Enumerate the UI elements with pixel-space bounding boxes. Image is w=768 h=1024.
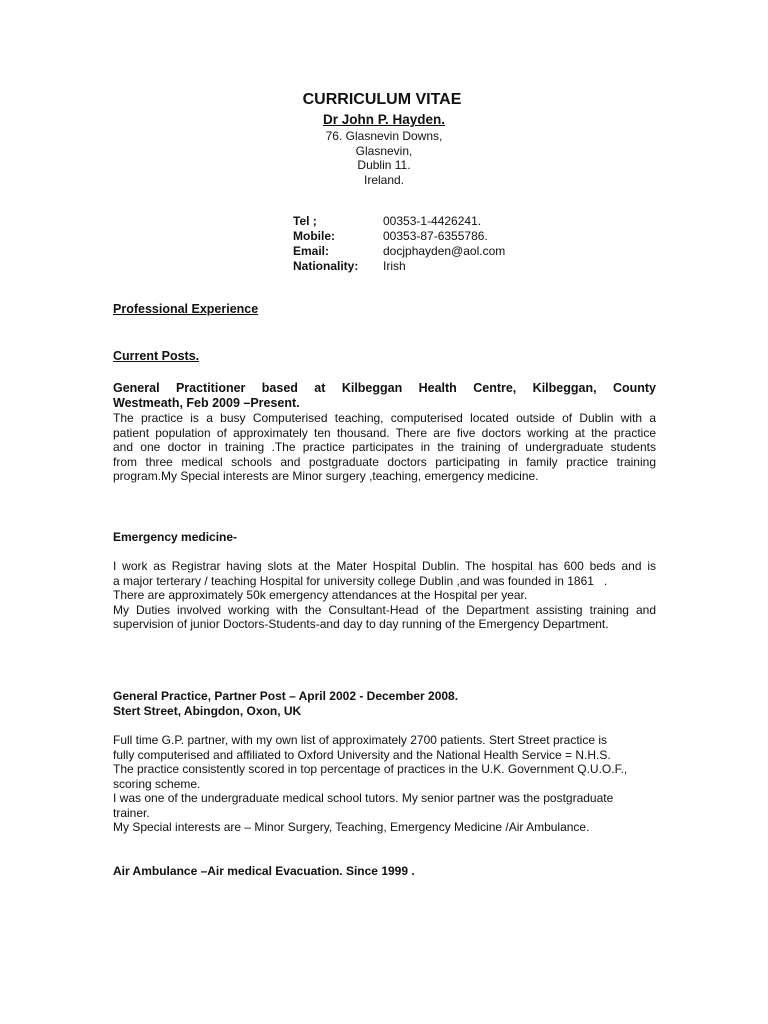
- gp-partner-title-line2: Stert Street, Abingdon, Oxon, UK: [113, 703, 302, 718]
- gp-kilbeggan-section: [113, 381, 656, 484]
- address-line: Ireland.: [363, 172, 405, 187]
- current-posts-heading: Current Posts.: [113, 349, 200, 363]
- text-line: There are approximately 50k emergency attendances at the Hospital per year.: [113, 588, 528, 602]
- address-line: Dublin 11.: [357, 158, 411, 172]
- emergency-medicine-heading: Emergency medicine-: [113, 530, 238, 544]
- gp-partner-section: [113, 689, 656, 718]
- gp-kilbeggan-title-line2: Westmeath, Feb 2009 –Present.: [113, 396, 300, 410]
- emergency-medicine-description: [113, 559, 656, 632]
- contact-details: [293, 214, 505, 274]
- contact-label: Email:: [293, 244, 330, 258]
- text-line: trainer.: [113, 805, 150, 820]
- gp-kilbeggan-title-line1: General Practitioner based at Kilbeggan Health Centre, Kilbeggan, County: [113, 381, 656, 395]
- text-line: from three medical schools and postgraduate doctors participating in family practice training: [113, 454, 656, 469]
- cv-header: [0, 90, 768, 187]
- address-block: [0, 129, 768, 187]
- contact-row-nationality: [293, 259, 505, 274]
- gp-kilbeggan-description: [113, 411, 656, 484]
- contact-value: 00353-87-6355786.: [383, 229, 488, 243]
- contact-row-email: [293, 244, 505, 259]
- text-line: program.My Special interests are Minor surgery ,teaching, emergency medicine.: [113, 469, 539, 483]
- contact-row-tel: [293, 214, 505, 229]
- text-line: Full time G.P. partner, with my own list of approximately 2700 patients. Stert Street practice is: [113, 733, 607, 747]
- contact-row-mobile: [293, 229, 505, 244]
- text-line: and one doctor in training .The practice participates in the training of undergraduate students: [113, 440, 656, 454]
- cv-title: CURRICULUM VITAE: [302, 91, 462, 108]
- contact-value: docjphayden@aol.com: [383, 244, 506, 258]
- text-line: patient population of approximately ten thousand. There are five doctors working at the practice: [113, 425, 656, 440]
- text-line: fully computerised and affiliated to Oxford University and the National Health Service = N.H.S.: [113, 747, 611, 762]
- contact-label: Nationality:: [293, 259, 359, 273]
- gp-partner-title-line1: General Practice, Partner Post – April 2002 - December 2008.: [113, 689, 459, 703]
- gp-partner-description: [113, 733, 643, 835]
- text-line: The practice is a busy Computerised teaching, computerised located outside of Dublin with a: [113, 411, 656, 425]
- professional-experience-heading: Professional Experience: [113, 302, 259, 316]
- address-line: 76. Glasnevin Downs,: [325, 129, 443, 143]
- text-line: I was one of the undergraduate medical school tutors. My senior partner was the postgraduate: [113, 791, 614, 805]
- text-line: I work as Registrar having slots at the Mater Hospital Dublin. The hospital has 600 beds and is: [113, 559, 656, 573]
- contact-value: 00353-1-4426241.: [383, 214, 482, 228]
- contact-value: Irish: [383, 259, 406, 273]
- text-line: My Special interests are – Minor Surgery, Teaching, Emergency Medicine /Air Ambulance.: [113, 820, 590, 834]
- contact-label: Tel ;: [293, 214, 317, 228]
- address-line: Glasnevin,: [355, 143, 413, 158]
- air-ambulance-heading: Air Ambulance –Air medical Evacuation. Since 1999 .: [113, 864, 415, 878]
- text-line: a major terterary / teaching Hospital for university college Dublin ,and was founded in 1861 .: [113, 573, 608, 588]
- text-line: scoring scheme.: [113, 776, 201, 791]
- cv-name: Dr John P. Hayden.: [322, 112, 446, 127]
- text-line: My Duties involved working with the Consultant-Head of the Department assisting training and: [113, 602, 656, 617]
- text-line: supervision of junior Doctors-Students-and day to day running of the Emergency Department.: [113, 617, 609, 631]
- text-line: The practice consistently scored in top percentage of practices in the U.K. Government Q.U.O.F.,: [113, 762, 628, 776]
- contact-label: Mobile:: [293, 229, 335, 243]
